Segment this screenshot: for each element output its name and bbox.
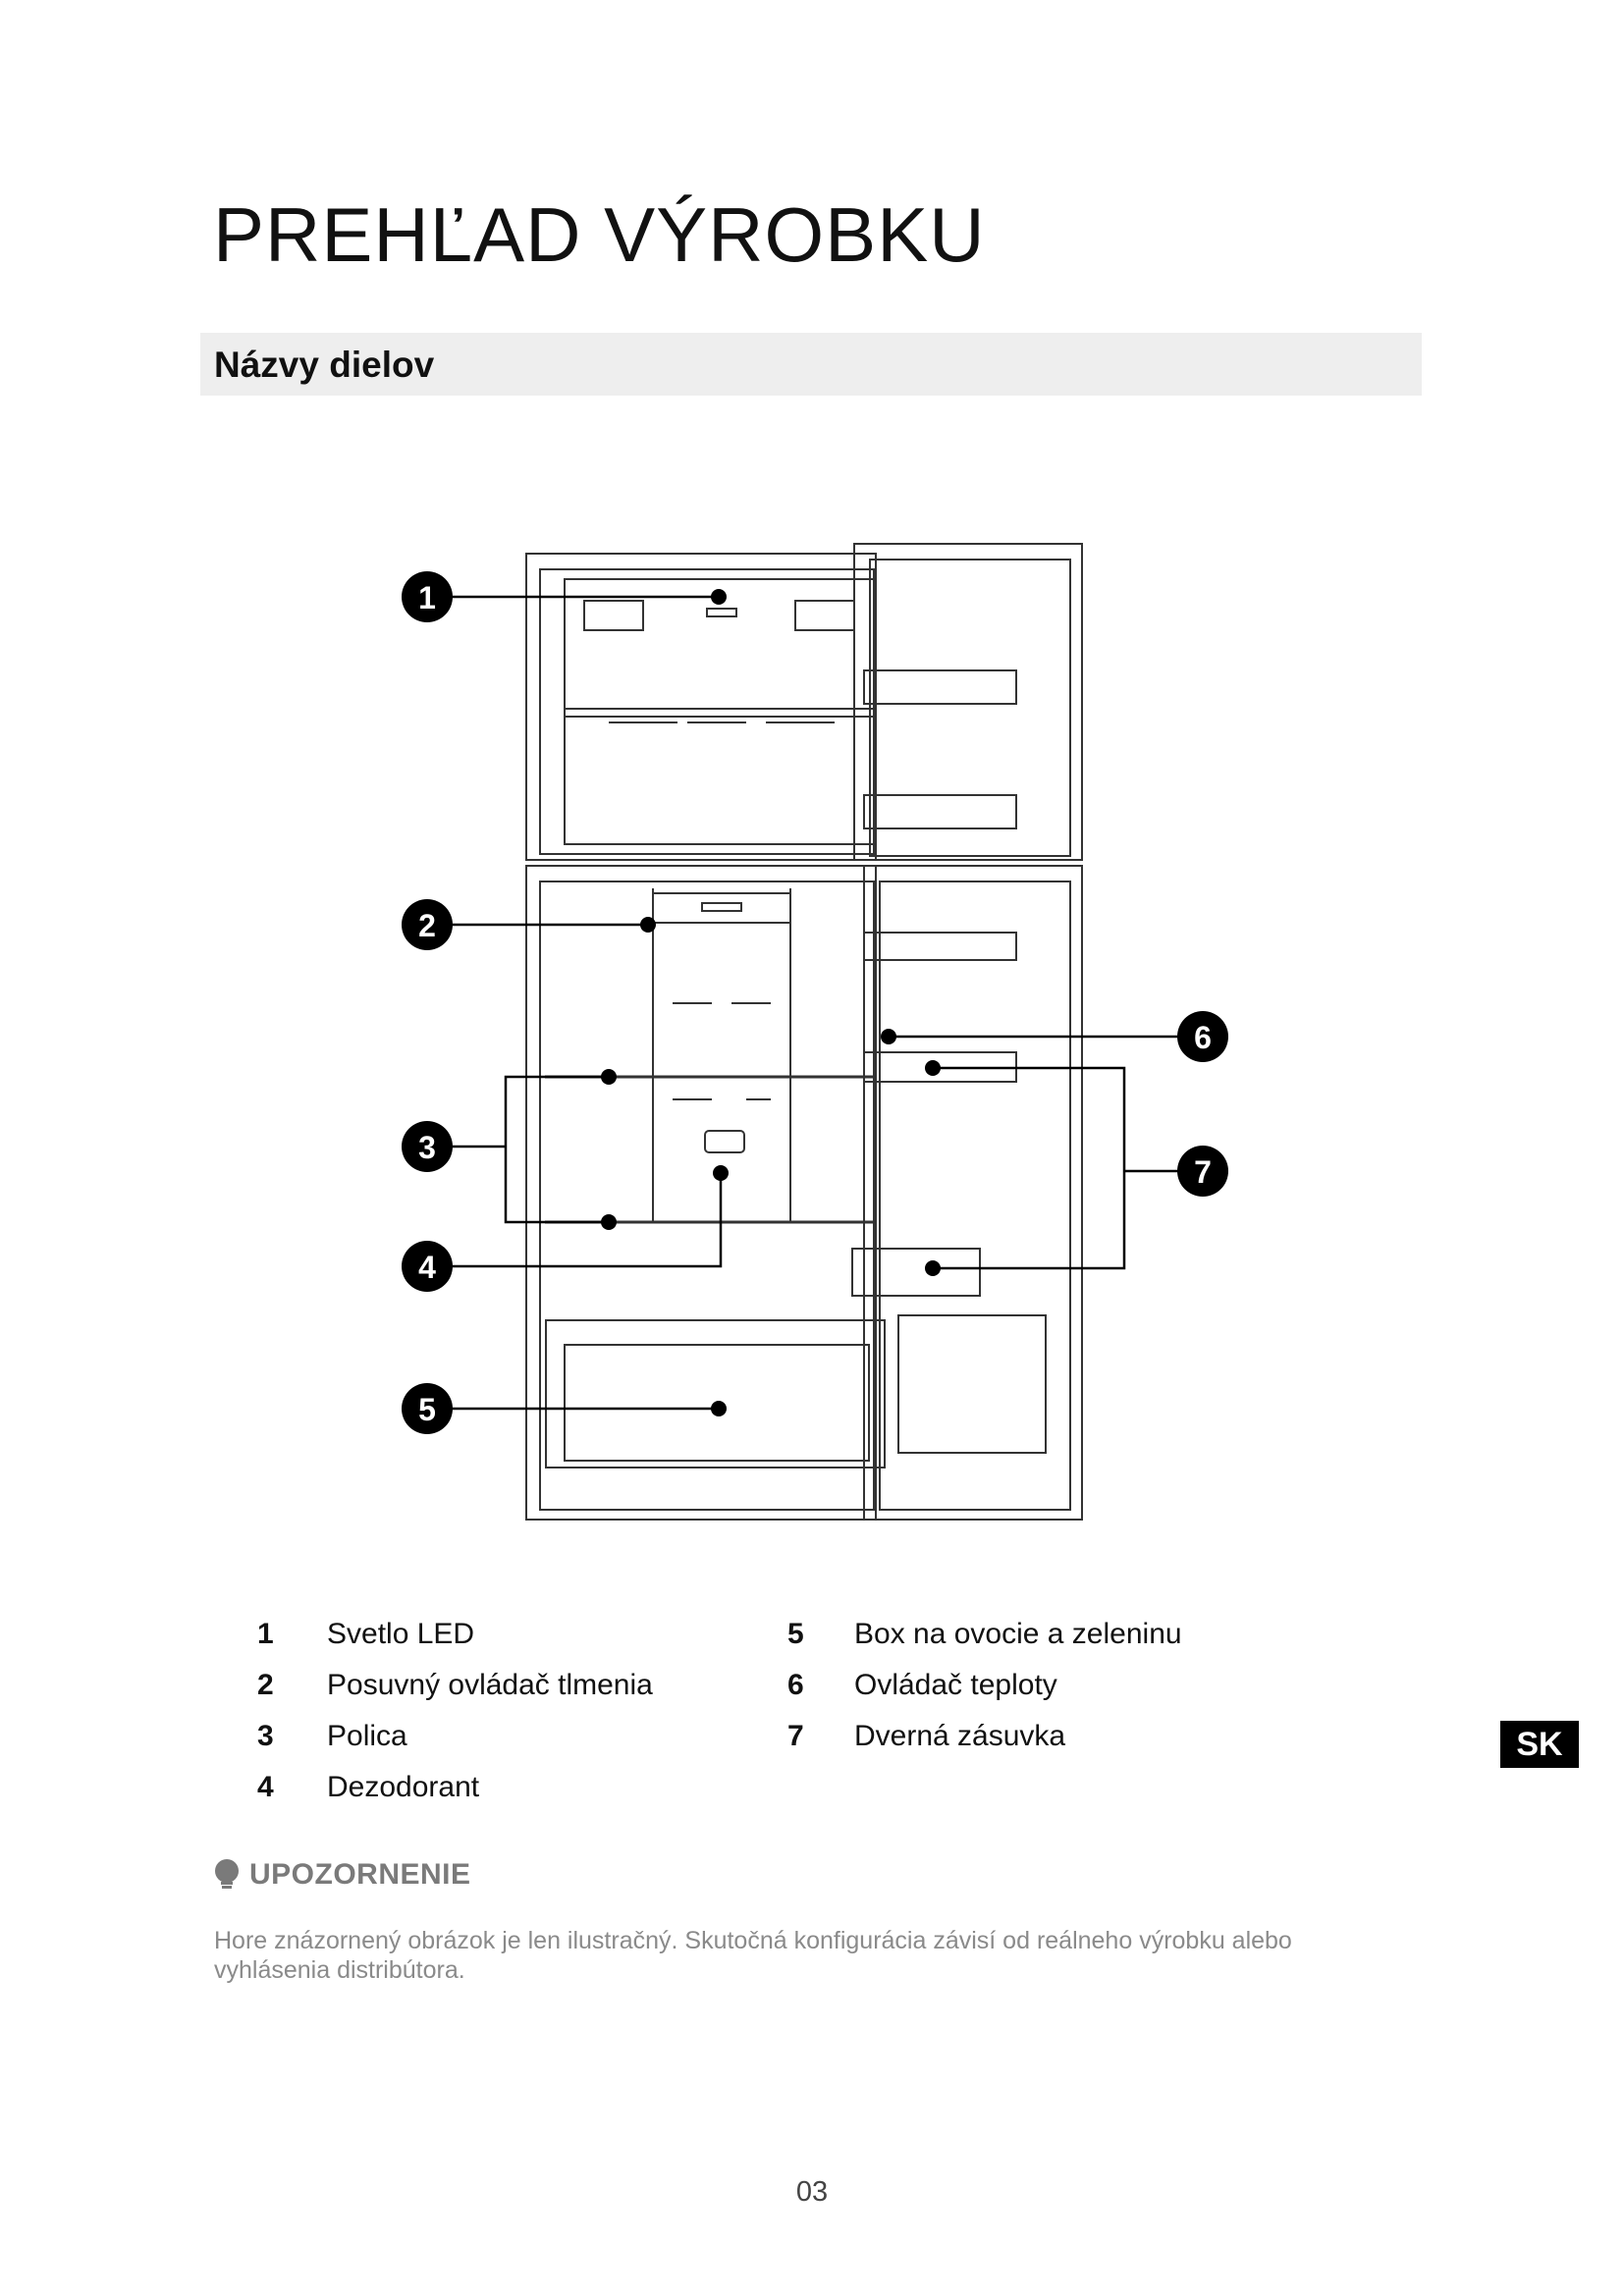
legend-number: 7 (787, 1720, 804, 1752)
page-number: 03 (795, 2176, 829, 2208)
legend-label: Box na ovocie a zeleninu (854, 1618, 1182, 1650)
callout-1-label: 1 (418, 580, 436, 615)
legend-number: 2 (257, 1669, 274, 1701)
callout-2-label: 2 (418, 908, 436, 943)
section-header-bar (200, 333, 1422, 396)
notice-header (212, 1858, 471, 1892)
crisper-box (546, 1320, 885, 1468)
legend-number: 1 (257, 1618, 274, 1650)
page-title: PREHĽAD VÝROBKU (213, 191, 986, 278)
legend-label: Svetlo LED (327, 1618, 475, 1650)
legend-label: Posuvný ovládač tlmenia (327, 1669, 653, 1701)
callout-5-label: 5 (418, 1392, 436, 1427)
language-badge: SK (1500, 1721, 1579, 1768)
callout-2 (402, 899, 453, 950)
fridge-door (864, 866, 1082, 1520)
callout-6 (1177, 1011, 1228, 1062)
freezer-cabinet (526, 554, 876, 860)
callout-4 (402, 1241, 453, 1292)
callout-3 (402, 1121, 453, 1172)
legend-label: Dezodorant (327, 1771, 480, 1803)
legend-number: 3 (257, 1720, 274, 1752)
callout-5 (402, 1383, 453, 1434)
callout-4-label: 4 (418, 1250, 436, 1285)
section-title: Názvy dielov (214, 345, 435, 385)
callout-7 (1177, 1146, 1228, 1197)
lightbulb-icon (212, 1858, 242, 1892)
legend-number: 6 (787, 1669, 804, 1701)
notice-text: Hore znázornený obrázok je len ilustračný. Skutočná konfigurácia závisí od reálneho výrobku alebo vyhlásenia distribútora. (214, 1927, 1292, 1984)
legend-label: Polica (327, 1720, 407, 1752)
legend-label: Dverná zásuvka (854, 1720, 1066, 1752)
callout-3-label: 3 (418, 1130, 436, 1165)
legend-label: Ovládač teploty (854, 1669, 1057, 1701)
refrigerator-diagram (373, 530, 1257, 1531)
fridge-cabinet (526, 866, 876, 1520)
callout-6-label: 6 (1194, 1020, 1212, 1055)
callout-7-label: 7 (1194, 1154, 1212, 1190)
freezer-door (854, 544, 1082, 860)
legend-number: 5 (787, 1618, 804, 1650)
notice-title: UPOZORNENIE (249, 1858, 471, 1891)
callout-1 (402, 571, 453, 622)
legend-number: 4 (257, 1771, 274, 1803)
